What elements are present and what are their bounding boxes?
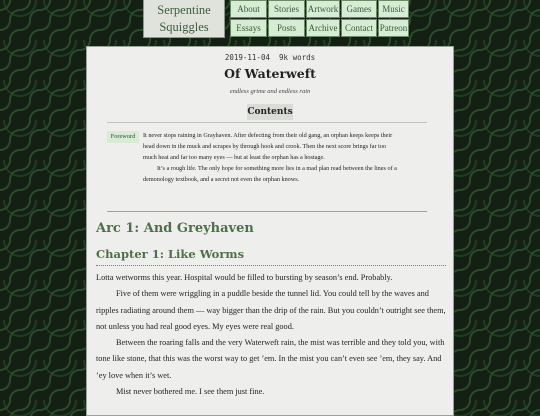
- main-nav: [230, 0, 409, 37]
- site-title-line2: Squiggles: [159, 20, 209, 34]
- nav-essays[interactable]: Essays: [230, 19, 267, 37]
- site-logo[interactable]: [143, 0, 225, 38]
- story-meta: [87, 53, 453, 62]
- story-word-count: 9k words: [279, 53, 316, 62]
- nav-posts[interactable]: Posts: [268, 19, 305, 37]
- story-subtitle: endless grime and endless rain: [229, 88, 311, 95]
- story-title: Of Waterweft: [224, 66, 316, 81]
- nav-games[interactable]: Games: [341, 0, 377, 18]
- nav-artwork[interactable]: Artwork: [306, 0, 340, 18]
- arc-heading: Arc 1: And Greyhaven: [96, 221, 254, 236]
- story-paragraph: Between the roaring falls and the very Waterweft rain, the mist was terrible and they told you, with tone like stone, that this was the worst way to get ’em. In the mist you can’t even see ’em, they say. And ’ey love when it’s wet.: [96, 338, 445, 380]
- blurb-paragraph-2: It’s a rough life. The only hope for something more lies in a mad plan read between the lines of a demonology textbook, and a secret not even the orphan knows.: [143, 165, 397, 183]
- nav-stories[interactable]: Stories: [268, 0, 305, 18]
- blurb-paragraph-1: It never stops raining in Grayhaven. After defecting from their old gang, an orphan keeps keeps their head down in the muck and scrapes by through hook and crook. Then the next score brings far too much heat and far too many eyes — but at least the orphan has a hostage.: [143, 132, 393, 161]
- story-date: 2019-11-04: [224, 53, 270, 62]
- story-page: [86, 46, 454, 416]
- nav-archive[interactable]: Archive: [306, 19, 340, 37]
- story-paragraph: Mist never bothered me. I see them just fine.: [116, 387, 265, 397]
- story-paragraph: Five of them were wriggling in a puddle beside the tunnel lid. You could tell by the waves and ripples radiating around them — way bigger than the drip of the rain. But you couldn’t outright see them, not unless you had real good eyes. My eyes were real good.: [96, 289, 446, 331]
- divider: [107, 122, 427, 123]
- story-blurb: [143, 130, 399, 185]
- divider: [107, 211, 427, 212]
- foreword-link[interactable]: Foreword: [107, 131, 139, 143]
- chapter-divider: [96, 265, 446, 266]
- story-paragraph: Lotta wetworms this year. Hospital would be filled to bursting by season’s end. Probably.: [96, 273, 393, 282]
- site-title-line1: Serpentine: [157, 3, 211, 17]
- chapter-heading: Chapter 1: Like Worms: [96, 247, 245, 261]
- contents-toggle[interactable]: Contents: [247, 104, 293, 120]
- nav-patreon[interactable]: Patreon: [378, 19, 409, 37]
- story-body: [96, 270, 450, 400]
- nav-music[interactable]: Music: [378, 0, 409, 18]
- nav-about[interactable]: About: [230, 0, 267, 18]
- nav-contact[interactable]: Contact: [341, 19, 377, 37]
